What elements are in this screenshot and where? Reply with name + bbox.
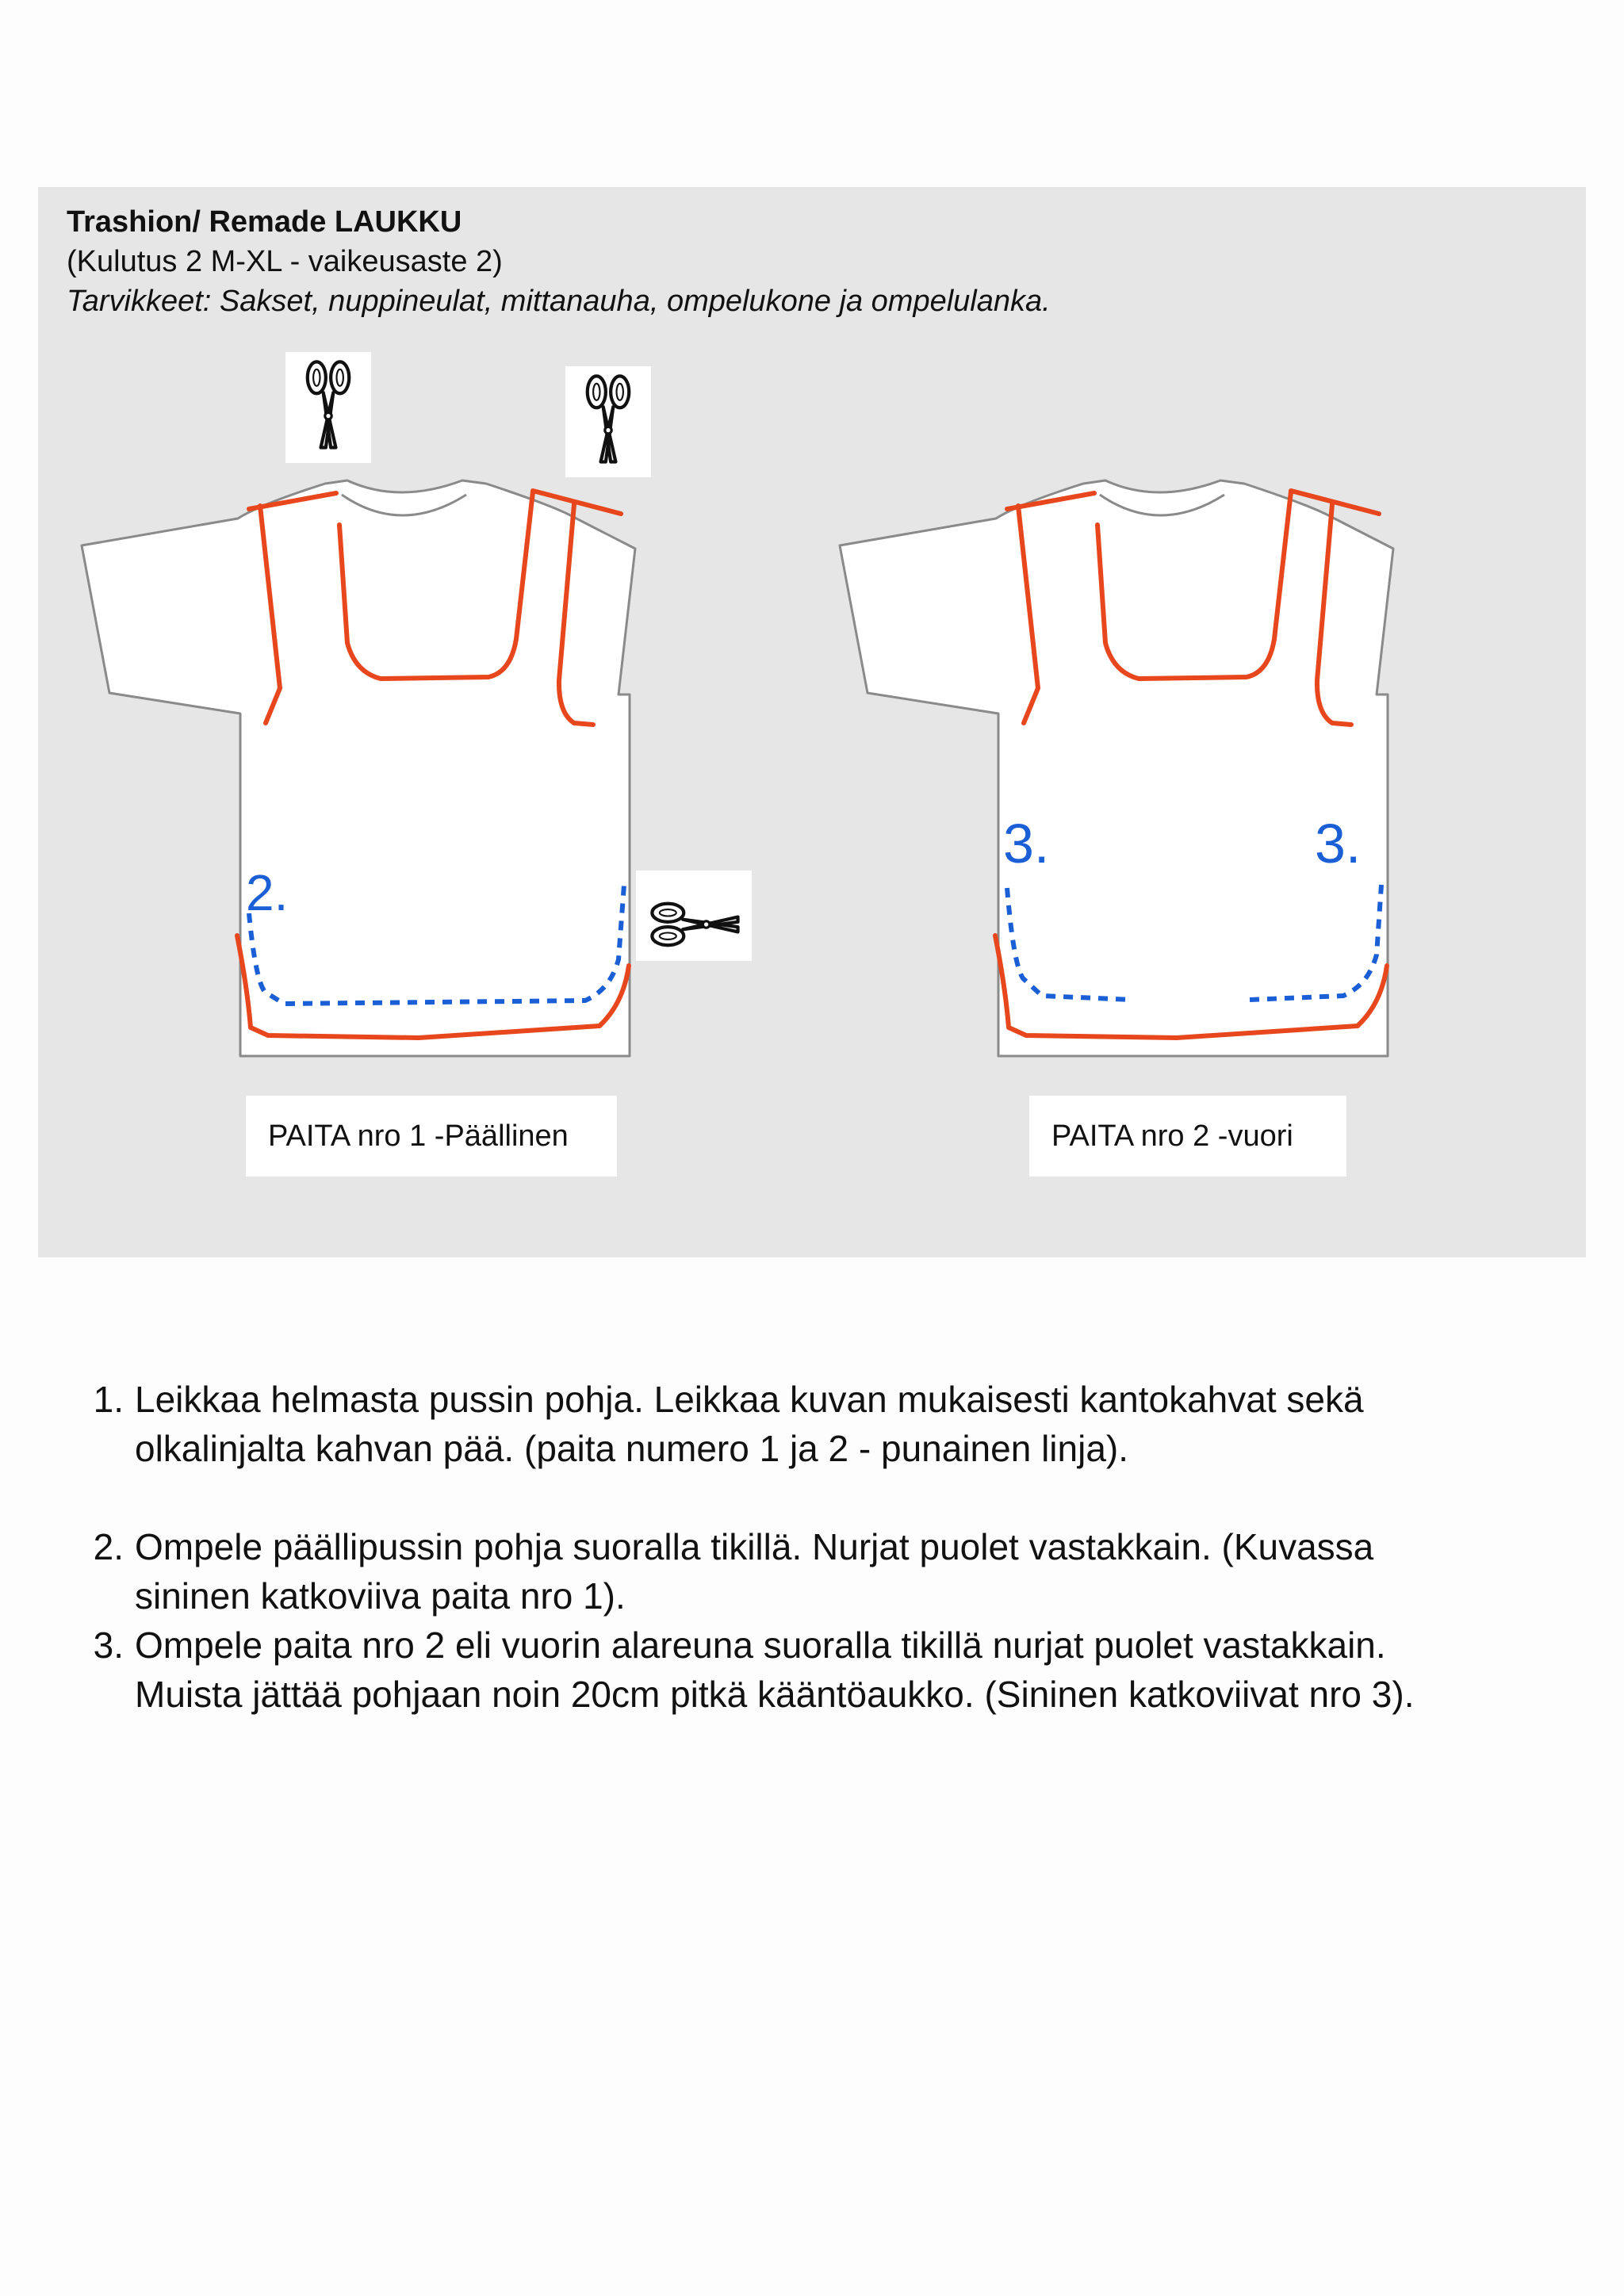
instructions-list xyxy=(63,1375,1554,1719)
shirt-2-marker-right: 3. xyxy=(1315,813,1362,874)
step-text-line: Ompele päällipussin pohja suoralla tikillä. Nurjat puolet vastakkain. (Kuvassa xyxy=(135,1526,1374,1567)
shirt-2-marker-left: 3. xyxy=(1003,813,1050,874)
step-text-line: Leikkaa helmasta pussin pohja. Leikkaa kuvan mukaisesti kantokahvat sekä xyxy=(135,1379,1364,1420)
instruction-step xyxy=(63,1375,1554,1473)
scissors-icon xyxy=(636,871,752,961)
step-number: 3. xyxy=(93,1624,124,1666)
instruction-step xyxy=(63,1522,1554,1621)
shirt-2-body xyxy=(840,480,1393,1056)
step-text-line: sininen katkoviiva paita nro 1). xyxy=(135,1575,626,1617)
shirt-1-body xyxy=(82,480,635,1056)
shirt-1-marker: 2. xyxy=(246,864,289,921)
document-subtitle: (Kulutus 2 M-XL - vaikeusaste 2) xyxy=(67,245,503,278)
step-number: 1. xyxy=(93,1379,124,1420)
step-text-line: Ompele paita nro 2 eli vuorin alareuna suoralla tikillä nurjat puolet vastakkain. xyxy=(135,1624,1386,1666)
scissors-icon xyxy=(565,366,651,477)
supplies-line: Tarvikkeet: Sakset, nuppineulat, mittanauha, ompelukone ja ompelulanka. xyxy=(67,285,1051,318)
step-text-line: olkalinjalta kahvan pää. (paita numero 1 ja 2 - punainen linja). xyxy=(135,1428,1129,1469)
scissors-icon xyxy=(285,352,371,463)
step-text-line: Muista jättää pohjaan noin 20cm pitkä kääntöaukko. (Sininen katkoviivat nro 3). xyxy=(135,1674,1415,1715)
shirt-2 xyxy=(840,480,1393,1056)
shirt-1-caption: PAITA nro 1 -Päällinen xyxy=(246,1096,617,1177)
shirt-1 xyxy=(82,480,635,1056)
shirt-2-caption: PAITA nro 2 -vuori xyxy=(1029,1096,1346,1177)
document-title: Trashion/ Remade LAUKKU xyxy=(67,205,462,239)
instruction-step xyxy=(63,1621,1554,1719)
step-number: 2. xyxy=(93,1526,124,1567)
